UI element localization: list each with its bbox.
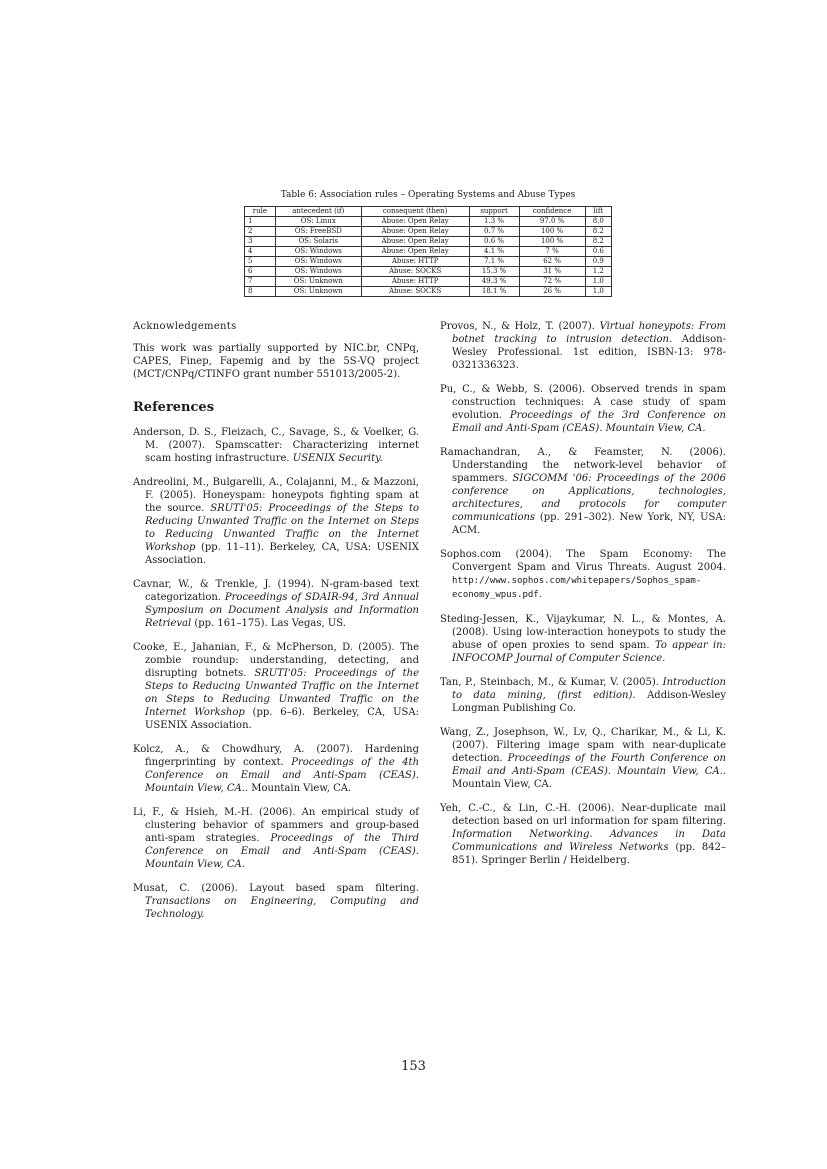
ref-authors-title: Li, F., & Hsieh, M.-H. (2006). An empirical study of clustering behavior of spammers and group-based anti-spam strategies. [133, 807, 419, 844]
ref-details: (pp. 291–302). New York, NY, USA: ACM. [452, 512, 726, 536]
table-cell: 0.6 % [469, 237, 519, 247]
table-cell: 7.1 % [469, 257, 519, 267]
reference-entry [133, 476, 419, 567]
table-cell: Abuse: HTTP [361, 277, 469, 287]
ref-details: (pp. 842–851). Springer Berlin / Heidelberg. [452, 842, 727, 866]
table-cell: OS: Windows [275, 267, 361, 277]
references-heading: References [133, 400, 215, 415]
ref-details: . Mountain View, CA. [244, 783, 352, 794]
ref-details: (pp. 11–11). Berkeley, CA, USA: USENIX Association. [145, 542, 419, 566]
table-row [245, 217, 612, 227]
ref-details: Addison-Wesley Professional. 1st edition, ISBN-13: 978-0321336323. [452, 334, 727, 371]
table-cell: OS: FreeBSD [275, 227, 361, 237]
references-list-right [440, 320, 726, 867]
table-cell: 100 % [519, 237, 585, 247]
reference-entry [133, 882, 419, 921]
ref-details: . [538, 589, 542, 600]
table-cell: OS: Linux [275, 217, 361, 227]
table-row [245, 237, 612, 247]
column-header-rule: rule [245, 207, 276, 217]
table-header [245, 207, 612, 217]
table-cell: 0.6 [585, 247, 611, 257]
table-caption: Table 6: Association rules – Operating Systems and Abuse Types [280, 190, 576, 200]
ref-details: Addison-Wesley Longman Publishing Co. [452, 690, 727, 714]
reference-entry [133, 641, 419, 732]
table-cell: OS: Unknown [275, 287, 361, 297]
ref-venue: To appear in: INFOCOMP Journal of Computer Science. [452, 640, 726, 664]
ref-authors-title: Yeh, C.-C., & Lin, C.-H. (2006). Near-duplicate mail detection based on url information for spam filtering. [440, 803, 726, 827]
reference-entry [440, 446, 726, 537]
ref-venue: USENIX Security. [292, 453, 383, 464]
ref-authors-title: Ramachandran, A., & Feamster, N. (2006). Understanding the network-level behavior of spammers. [440, 447, 726, 484]
ref-authors-title: Cavnar, W., & Trenkle, J. (1994). N-gram-based text categorization. [133, 579, 419, 603]
reference-entry [440, 676, 726, 715]
table-row [245, 287, 612, 297]
table-cell: 5 [245, 257, 276, 267]
association-rules-table-block [244, 190, 612, 297]
ref-authors-title: Tan, P., Steinbach, M., & Kumar, V. (2005). [440, 677, 663, 688]
table-cell: 1.0 [585, 287, 611, 297]
table-cell: 15.3 % [469, 267, 519, 277]
table-cell: 1 [245, 217, 276, 227]
reference-entry [440, 802, 726, 867]
table-cell: Abuse: SOCKS [361, 267, 469, 277]
ref-venue: Introduction to data mining, (first edition). [452, 677, 726, 701]
table-cell: OS: Windows [275, 257, 361, 267]
table-cell: 1.2 [585, 267, 611, 277]
ref-venue: Proceedings of the 3rd Conference on Email and Anti-Spam (CEAS). Mountain View, CA. [452, 410, 726, 434]
ref-authors-title: Wang, Z., Josephson, W., Lv, Q., Charikar, M., & Li, K. (2007). Filtering image spam with near-duplicate detection. [440, 727, 726, 764]
table-cell: 8.2 [585, 237, 611, 247]
table-cell: 49.3 % [469, 277, 519, 287]
ref-venue: Proceedings of the 4th Conference on Email and Anti-Spam (CEAS). Mountain View, CA. [145, 757, 420, 794]
column-header-consequent: consequent (then) [361, 207, 469, 217]
reference-entry [133, 426, 419, 465]
table-row [245, 227, 612, 237]
table-cell: Abuse: Open Relay [361, 217, 469, 227]
ref-venue: Proceedings of the Fourth Conference on Email and Anti-Spam (CEAS). Mountain View, CA. [452, 753, 726, 777]
table-row [245, 277, 612, 287]
ref-details: . Mountain View, CA. [452, 766, 726, 790]
ref-authors-title: Steding-Jessen, K., Vijaykumar, N. L., & Montes, A. (2008). Using low-interaction honeypots to study the abuse of open proxies to send spam. [440, 614, 726, 651]
table-cell: 100 % [519, 227, 585, 237]
right-column [440, 320, 726, 878]
reference-entry [440, 548, 726, 602]
table-cell: 8.2 [585, 227, 611, 237]
table-cell: 1.3 % [469, 217, 519, 227]
ref-authors-title: Provos, N., & Holz, T. (2007). [440, 321, 600, 332]
table-cell: 1.0 [585, 277, 611, 287]
ref-authors-title: Andreolini, M., Bulgarelli, A., Colajanni, M., & Mazzoni, F. (2005). Honeyspam: honeypots fighting spam at the source. [133, 477, 419, 514]
column-header-antecedent: antecedent (if) [275, 207, 361, 217]
table-row [245, 247, 612, 257]
ref-authors-title: Kolcz, A., & Chowdhury, A. (2007). Hardening fingerprinting by context. [133, 744, 419, 768]
ref-url[interactable]: http://www.sophos.com/whitepapers/Sophos_spam-economy_wpus.pdf [452, 576, 702, 600]
reference-entry [133, 806, 419, 871]
table-cell: 62 % [519, 257, 585, 267]
table-cell: 8.0 [585, 217, 611, 227]
ref-authors-title: Sophos.com (2004). The Spam Economy: The Convergent Spam and Virus Threats. August 2004. [440, 549, 726, 573]
ref-venue: Proceedings of the Third Conference on Email and Anti-Spam (CEAS). Mountain View, CA. [145, 833, 419, 870]
reference-entry [440, 726, 726, 791]
acknowledgements-heading: Acknowledgements [133, 321, 237, 332]
table-cell: Abuse: HTTP [361, 257, 469, 267]
acknowledgements-text: This work was partially supported by NIC.br, CNPq, CAPES, Finep, Fapemig and by the 5S-VQ project (MCT/CNPq/CTINFO grant number 551013/2005-2). [133, 343, 419, 380]
table-cell: 0.7 % [469, 227, 519, 237]
column-header-lift: lift [585, 207, 611, 217]
table-row [245, 267, 612, 277]
ref-authors-title: Musat, C. (2006). Layout based spam filtering. [133, 883, 419, 894]
ref-venue: Proceedings of SDAIR-94, 3rd Annual Symposium on Document Analysis and Information Retrieval [145, 592, 419, 629]
table-cell: 72 % [519, 277, 585, 287]
table-cell: 4 [245, 247, 276, 257]
table-cell: 7 % [519, 247, 585, 257]
reference-entry [440, 613, 726, 665]
references-list-left [133, 426, 419, 921]
table-cell: 7 [245, 277, 276, 287]
reference-entry [133, 743, 419, 795]
table-cell: OS: Unknown [275, 277, 361, 287]
table-cell: 2 [245, 227, 276, 237]
ref-details: (pp. 161–175). Las Vegas, US. [191, 618, 346, 629]
table-cell: 8 [245, 287, 276, 297]
table-row [245, 257, 612, 267]
page-number: 153 [401, 1059, 426, 1074]
ref-venue: Transactions on Engineering, Computing and Technology. [145, 896, 419, 920]
reference-entry [440, 383, 726, 435]
table-cell: 31 % [519, 267, 585, 277]
ref-authors-title: Pu, C., & Webb, S. (2006). Observed trends in spam construction techniques: A case study of spam evolution. [440, 384, 726, 421]
table-cell: 97.0 % [519, 217, 585, 227]
reference-entry [133, 578, 419, 630]
table-cell: OS: Solaris [275, 237, 361, 247]
column-header-confidence: confidence [519, 207, 585, 217]
column-header-support: support [469, 207, 519, 217]
ref-venue: SIGCOMM '06: Proceedings of the 2006 conference on Applications, technologies, architectures, and protocols for computer communications [452, 473, 726, 523]
table-cell: Abuse: Open Relay [361, 237, 469, 247]
ref-venue: SRUTI'05: Proceedings of the Steps to Reducing Unwanted Traffic on the Internet on Steps to Reducing Unwanted Traffic on the Internet Workshop [145, 668, 419, 718]
ref-authors-title: Cooke, E., Jahanian, F., & McPherson, D. (2005). The zombie roundup: understanding, detecting, and disrupting botnets. [133, 642, 419, 679]
table-body [245, 217, 612, 297]
reference-entry [440, 320, 726, 372]
table-cell: 18.1 % [469, 287, 519, 297]
table-cell: OS: Windows [275, 247, 361, 257]
table-cell: 0.9 [585, 257, 611, 267]
table-cell: Abuse: Open Relay [361, 247, 469, 257]
table-cell: 3 [245, 237, 276, 247]
table-cell: 6 [245, 267, 276, 277]
ref-details: (pp. 6–6). Berkeley, CA, USA: USENIX Association. [145, 707, 419, 731]
table-cell: Abuse: Open Relay [361, 227, 469, 237]
table-cell: Abuse: SOCKS [361, 287, 469, 297]
table-header-row [245, 207, 612, 217]
table-cell: 4.1 % [469, 247, 519, 257]
association-rules-table [244, 206, 612, 297]
ref-venue: Information Networking. Advances in Data Communications and Wireless Networks [452, 829, 726, 853]
table-cell: 26 % [519, 287, 585, 297]
ref-venue: SRUTI'05: Proceedings of the Steps to Reducing Unwanted Traffic on the Internet on Steps to Reducing Unwanted Traffic on the Internet Workshop [145, 503, 419, 553]
left-column [133, 320, 419, 932]
ref-venue: Virtual honeypots: From botnet tracking to intrusion detection. [452, 321, 726, 345]
ref-authors-title: Anderson, D. S., Fleizach, C., Savage, S., & Voelker, G. M. (2007). Spamscatter: Characterizing internet scam hosting infrastructure. [133, 427, 419, 464]
